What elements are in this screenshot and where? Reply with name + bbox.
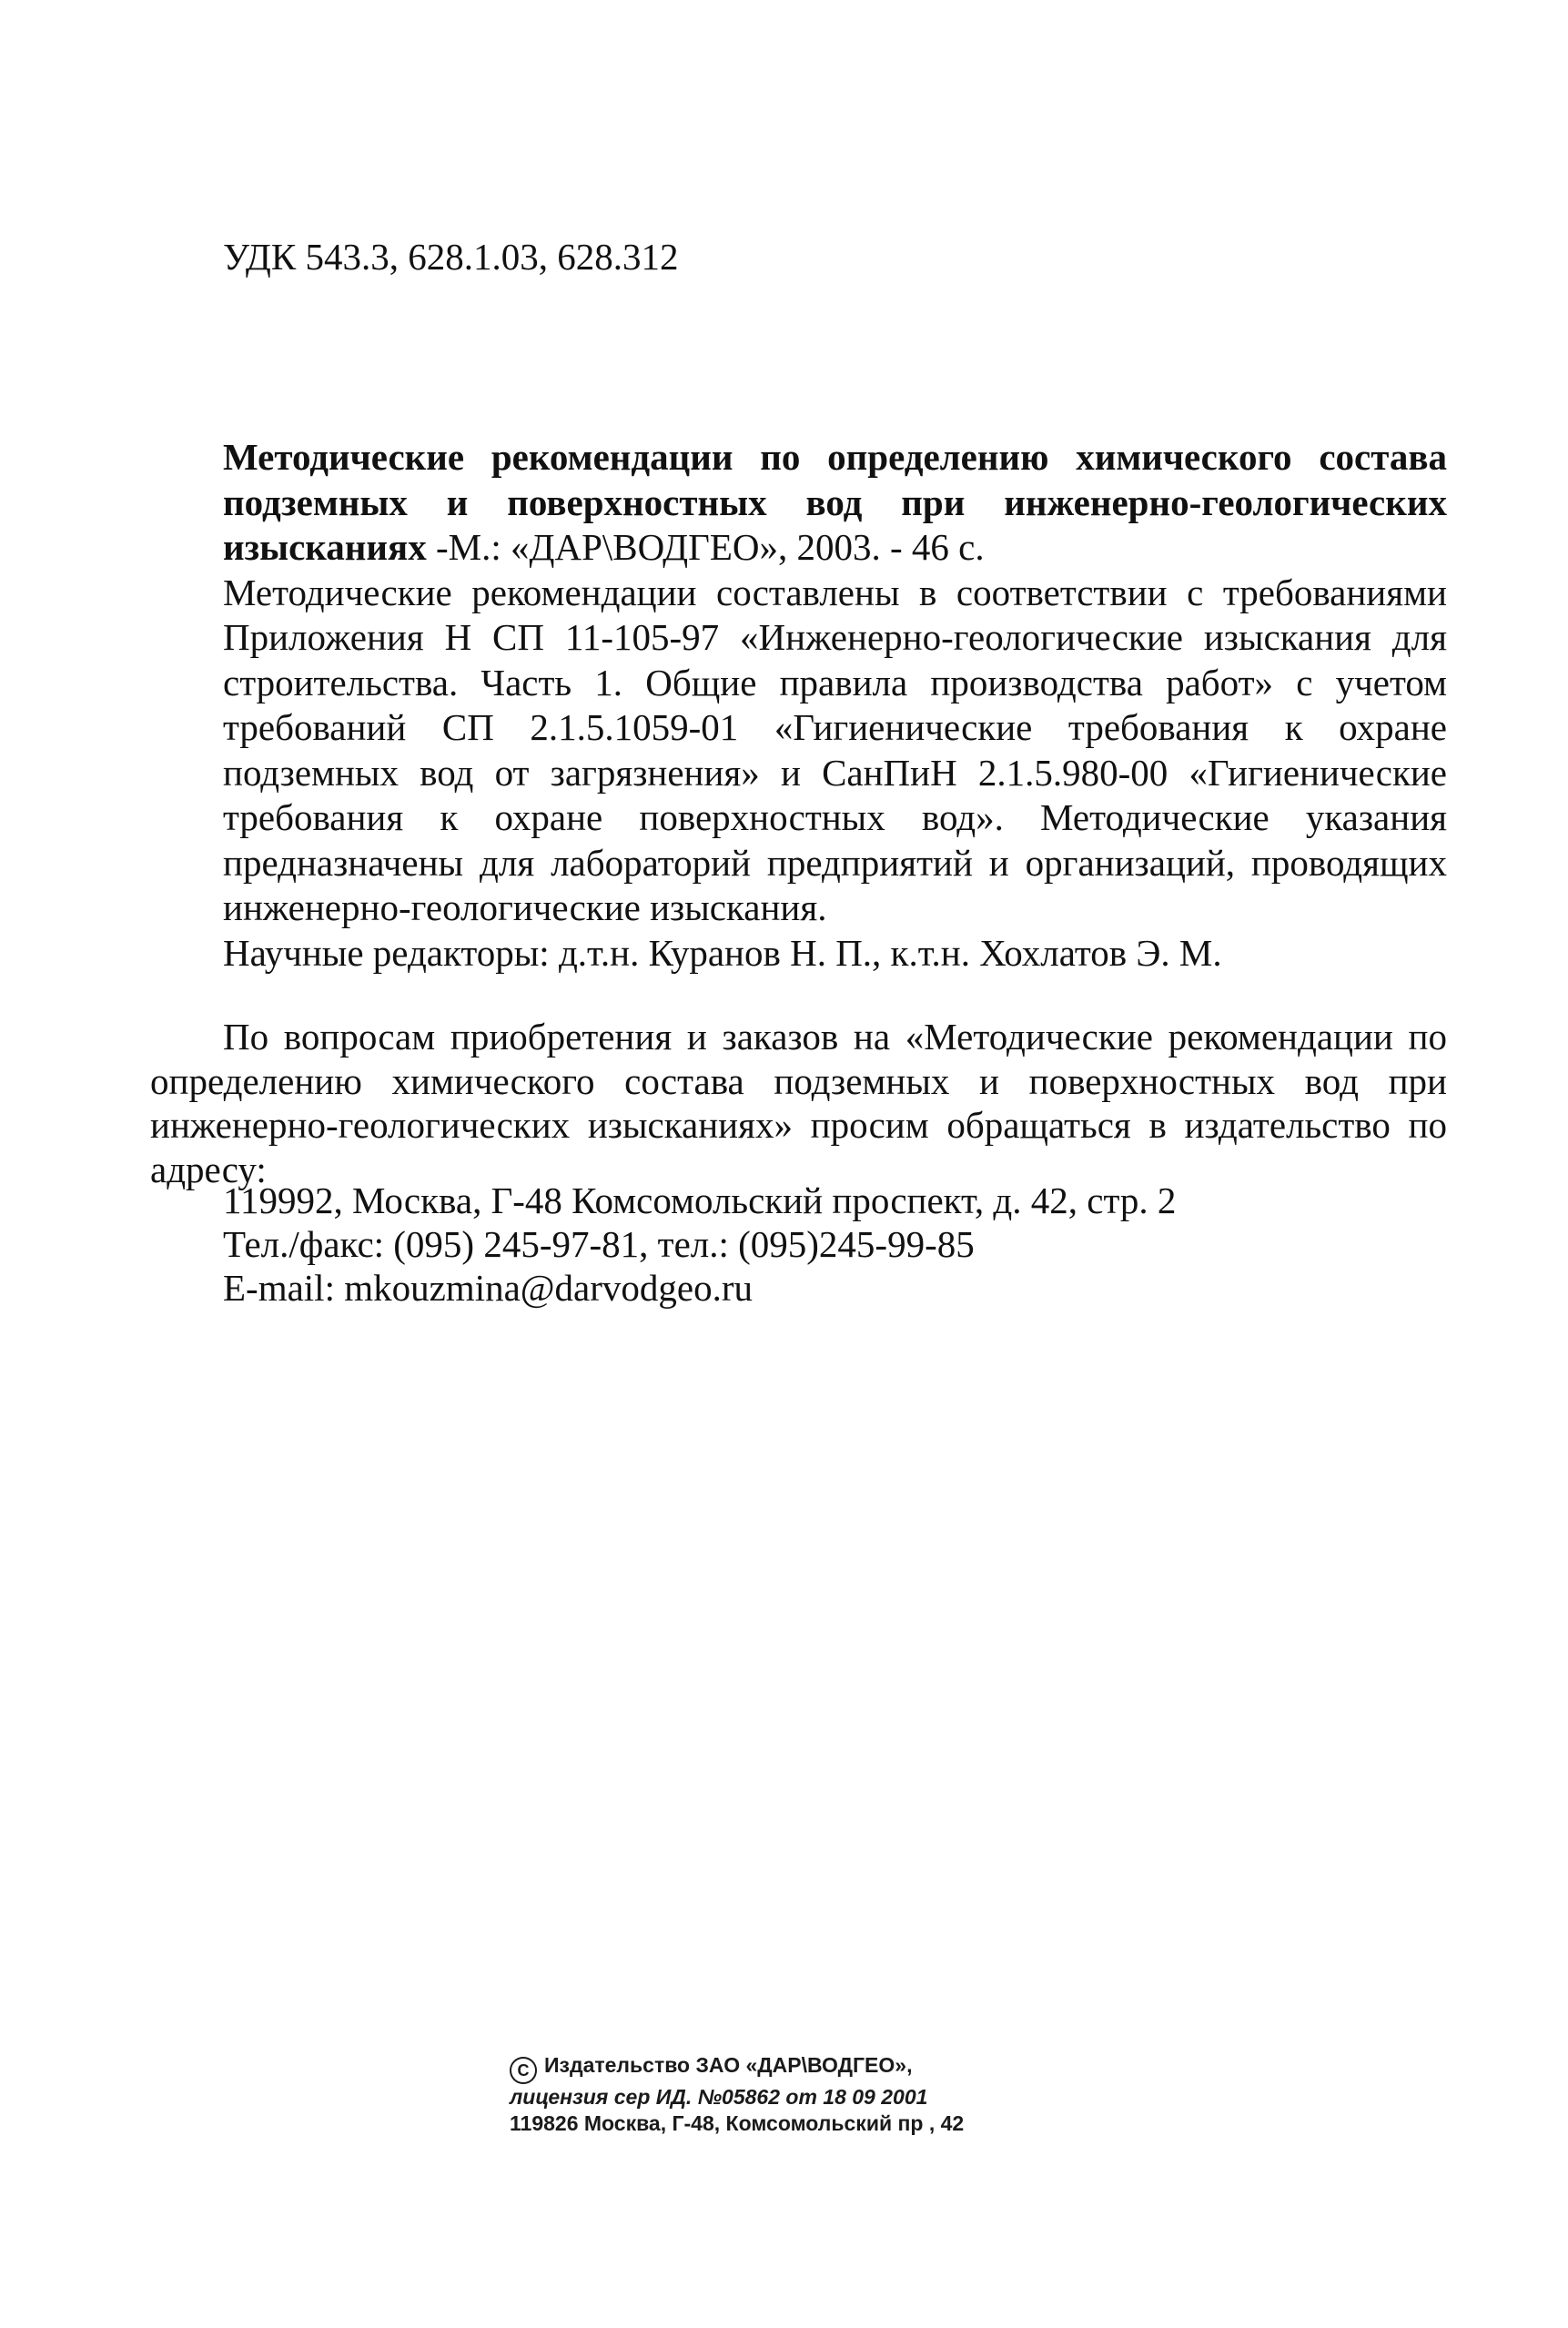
ordering-text: По вопросам приобретения и заказов на «Методические рекомендации по определению химического состава подземных и поверхностных вод при инженерно-геологических изысканиях» просим обращаться в издательство по адресу: — [150, 1016, 1447, 1190]
contact-email: E-mail: mkouzmina@darvodgeo.ru — [223, 1267, 753, 1309]
description-text: Методические рекомендации составлены в соответствии с требованиями Приложения Н СП 11-105-97 «Инженерно-геологические изыскания для строительства. Часть 1. Общие правила производства работ» с учетом требований СП 2.1.5.1059-01 «Гигиенические требования к охране подземных вод от загрязнения» и СанПиН 2.1.5.980-00 «Гигиенические требования к охране поверхностных вод». Методические указания предназначены для лабораторий предприятий и организаций, проводящих инженерно-геологические изыскания. — [223, 571, 1447, 928]
ordering-paragraph — [150, 1015, 1447, 1191]
contact-block — [223, 1179, 1176, 1310]
imprint-address: 119826 Москва, Г-48, Комсомольский пр , 42 — [510, 2111, 965, 2135]
imprint-publisher: Издательство ЗАО «ДАР\ВОДГЕО», — [544, 2053, 913, 2077]
contact-address: 119992, Москва, Г-48 Комсомольский проспект, д. 42, стр. 2 — [223, 1179, 1177, 1221]
title-imprint: -М.: «ДАР\ВОДГЕО», 2003. - 46 с. — [426, 526, 985, 568]
udk-line: УДК 543.3, 628.1.03, 628.312 — [223, 236, 679, 278]
bibliographic-title — [223, 435, 1447, 571]
copyright-icon — [510, 2057, 537, 2084]
publisher-imprint — [510, 2052, 964, 2137]
abstract-block — [223, 435, 1447, 976]
contact-phone: Тел./факс: (095) 245-97-81, тел.: (095)245-99-85 — [223, 1223, 975, 1265]
editors-text: Научные редакторы: д.т.н. Куранов Н. П., к.т.н. Хохлатов Э. М. — [223, 931, 1222, 974]
imprint-publisher-line — [510, 2052, 964, 2084]
abstract-description — [223, 571, 1447, 931]
title-bold: Методические рекомендации по определению химического состава подземных и поверхностных вод при инженерно-геологических изысканиях — [223, 436, 1447, 568]
imprint-license: лицензия сер ИД. №05862 от 18 09 2001 — [510, 2085, 928, 2109]
editors-line — [223, 931, 1447, 977]
